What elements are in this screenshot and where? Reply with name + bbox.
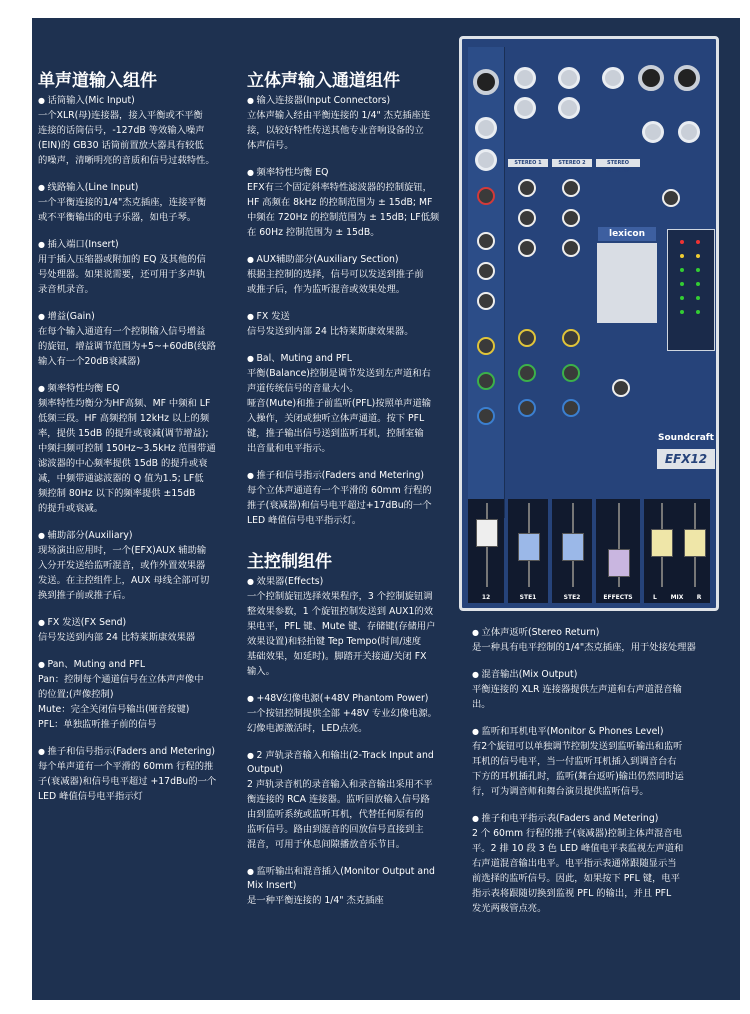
section-title: ● 频率特性均衡 EQ bbox=[247, 166, 447, 180]
section bbox=[472, 626, 708, 655]
section-body: 用于插入压缩器或附加的 EQ 及其他的信 号处理器。如果说需要，还可用于多声轨 录音机录音。 bbox=[38, 254, 206, 295]
section bbox=[247, 253, 447, 297]
middle-column bbox=[247, 70, 447, 921]
section-body: 频率特性均衡分为HF高频、MF 中频和 LF 低频三段。HF 高频控制 12kHz 以上的频 率，提供 15dB 的提升或衰减(调节增益); 中频扫频可控制 150Hz~3.5kHz 范围带通 滤波器的中心频率提供 15dB 的提升或衰 减，中频带通滤波器的 Q 值为1.5; LF低 频控制 80Hz 以下的频率提供 ±15dB 的提升或衰减。 bbox=[38, 398, 216, 514]
section-title: ● 线路输入(Line Input) bbox=[38, 181, 224, 195]
section-title: ● Bal、Muting and PFL bbox=[247, 352, 447, 366]
fader-12: 12 bbox=[468, 499, 504, 603]
line-input-jack-icon bbox=[475, 117, 497, 139]
section-title: ● 立体声返听(Stereo Return) bbox=[472, 626, 708, 640]
section-title: ● 频率特性均衡 EQ bbox=[38, 382, 224, 396]
stereo2-label: STEREO 2 bbox=[552, 159, 592, 167]
section bbox=[247, 166, 447, 240]
xlr-input-icon bbox=[473, 69, 499, 95]
section-title: ● 推子和信号指示(Faders and Metering) bbox=[247, 469, 447, 483]
section-body: EFX有三个固定斜率特性滤波器的控制旋钮， HF 高频在 8kHz 的控制范围为 ± 15dB; MF 中频在 720Hz 的控制范围为 ± 15dB; LF低频 在 60Hz 控制范围为 ± 15dB。 bbox=[247, 182, 440, 238]
mono-input-heading: 单声道输入组件 bbox=[38, 71, 157, 91]
stereo-aux-knob-icon bbox=[518, 329, 536, 347]
stereo1-jack-icon bbox=[514, 97, 536, 119]
section-title: ● 输入连接器(Input Connectors) bbox=[247, 94, 447, 108]
section-body: 一个按钮控制提供全部 +48V 专业幻像电源。 幻像电源激活时，LED点亮。 bbox=[247, 708, 437, 734]
gain-knob-icon bbox=[477, 187, 495, 205]
section-body: 2 个 60mm 行程的推子(衰减器)控制主体声混音电 平。2 排 10 段 3 色 LED 峰值电平表监视左声道和 右声道混音输出电平。电平指示表通常跟随显示当 前选择的监听信号。因此，如果按下 PFL 键，电平 指示表将跟随切换到监视 PFL 的输出，并且 PFL 发光两极管点亮。 bbox=[472, 828, 684, 914]
stereo-aux-knob-icon bbox=[562, 329, 580, 347]
insert-jack-icon bbox=[475, 149, 497, 171]
section-body: 平衡(Balance)控制是调节发送到左声道和右 声道传统信号的音量大小。 哑音(Mute)和推子前监听(PFL)按照单声道输 入操作，关闭或独听立体声通道。按下 PFL 键，推子输出信号送到监听耳机，控制室输 出音量和电平指示。 bbox=[247, 368, 432, 454]
stereo-return-label: STEREO RETURN bbox=[596, 159, 640, 167]
section-body: 信号发送到内部 24 比特莱斯康效果器 bbox=[38, 632, 196, 643]
section-title: ● 辅助部分(Auxiliary) bbox=[38, 529, 224, 543]
balance-knob-icon bbox=[562, 399, 580, 417]
section bbox=[247, 575, 447, 679]
stereo-fx-knob-icon bbox=[562, 364, 580, 382]
section bbox=[38, 382, 224, 516]
section-title: ● 2 声轨录音输入和输出(2-Track Input and Output) bbox=[247, 749, 447, 777]
section bbox=[472, 668, 708, 712]
stereo-eq-knob-icon bbox=[562, 179, 580, 197]
balance-knob-icon bbox=[518, 399, 536, 417]
stereo-eq-knob-icon bbox=[518, 209, 536, 227]
stereo-fx-knob-icon bbox=[518, 364, 536, 382]
section-title: ● Pan、Muting and PFL bbox=[38, 658, 224, 672]
section-body: 一个平衡连接的1/4"杰克插座，连接平衡 或不平衡输出的电子乐器，如电子琴。 bbox=[38, 197, 206, 223]
section-body: 现场演出应用时，一个(EFX)AUX 辅助输 入分开发送给监听混音，或作外置效果器 发送。在主控组件上，AUX 母线全部可切 换到推子前或推子后。 bbox=[38, 545, 210, 601]
section bbox=[38, 745, 224, 804]
monitor-jack-icon bbox=[642, 121, 664, 143]
section-title: ● 混音输出(Mix Output) bbox=[472, 668, 708, 682]
section bbox=[247, 692, 447, 736]
section-body: 根据主控制的选择，信号可以发送到推子前 或推子后，作为监听混音或效果处理。 bbox=[247, 269, 424, 295]
section bbox=[38, 238, 224, 297]
section-title: ● 效果器(Effects) bbox=[247, 575, 447, 589]
stereo-eq-knob-icon bbox=[518, 179, 536, 197]
section-title: ● +48V幻像电源(+48V Phantom Power) bbox=[247, 692, 447, 706]
fx-program-list bbox=[597, 243, 657, 323]
section-body: 信号发送到内部 24 比特莱斯康效果器。 bbox=[247, 326, 414, 337]
stereo-return-jack-icon bbox=[602, 67, 624, 89]
hf-knob-icon bbox=[477, 232, 495, 250]
fx-send-knob-icon bbox=[477, 372, 495, 390]
left-column bbox=[38, 70, 224, 817]
section-body: 平衡连接的 XLR 连接器提供左声道和右声道混音输 出。 bbox=[472, 684, 682, 710]
section bbox=[38, 310, 224, 369]
mix-out-xlr-icon bbox=[638, 65, 664, 91]
section bbox=[247, 749, 447, 852]
section bbox=[38, 658, 224, 732]
monitor-jack-icon bbox=[678, 121, 700, 143]
lf-knob-icon bbox=[477, 292, 495, 310]
mixer-image bbox=[459, 36, 719, 611]
section-body: 一个XLR(母)连接器，接入平衡或不平衡 连接的话筒信号，-127dB 等效输入噪声 (EIN)的 GB30 话筒前置放大器具有较低 的噪声，清晰明亮的音质和信号过载特性。 bbox=[38, 110, 215, 166]
section-body: 每个立体声通道有一个平滑的 60mm 行程的 推子(衰减器)和信号电平超过+17dBu的一个 LED 峰值信号电平指示灯。 bbox=[247, 485, 432, 526]
section bbox=[247, 469, 447, 528]
fader-ste2: STE2 bbox=[552, 499, 592, 603]
section bbox=[472, 725, 708, 799]
section-body: 是一种具有电平控制的1/4"杰克插座，用于处接处理器 bbox=[472, 642, 696, 653]
section-title: ● FX 发送(FX Send) bbox=[38, 616, 224, 630]
section-title: ● 推子和电平指示表(Faders and Metering) bbox=[472, 812, 708, 826]
lexicon-logo: lexicon bbox=[598, 227, 656, 241]
section-body: 立体声输入经由平衡连接的 1/4" 杰克插座连 接，以较好特性传送其他专业音响设备的立 体声信号。 bbox=[247, 110, 431, 151]
section-body: 一个控制旋钮选择效果程序，3 个控制旋钮调 整效果参数，1 个旋钮控制发送到 AUX1的效 果电平，PFL 键、Mute 键、存储键(存储用户 效果设置)和轻拍键 Tep Tempo(时间/速度 基础效果，如延时)。脚踏开关接通/关闭 FX 输入。 bbox=[247, 591, 436, 677]
pan-knob-icon bbox=[477, 407, 495, 425]
section-body: 2 声轨录音机的录音输入和录音输出采用不平 衡连接的 RCA 连接器。监听回放输入信号路 由到监听系统或监听耳机，代替任何原有的 监听信号。路由到混音的回放信号直接到主 混音，可用于休息间隙播放音乐节目。 bbox=[247, 779, 433, 850]
fader-mix: L MIX R bbox=[644, 499, 710, 603]
section-title: ● FX 发送 bbox=[247, 310, 447, 324]
stereo2-jack-icon bbox=[558, 67, 580, 89]
section bbox=[247, 94, 447, 153]
section-body: 每个单声道有一个平滑的 60mm 行程的推 子(衰减器)和信号电平超过 +17dBu的一个 LED 峰值信号电平指示灯 bbox=[38, 761, 217, 802]
fader-ste1: STE1 bbox=[508, 499, 548, 603]
section bbox=[247, 352, 447, 456]
stereo1-label: STEREO 1 bbox=[508, 159, 548, 167]
section-body: 有2个旋钮可以单独调节控制发送到监听输出和监听 耳机的信号电平，当一付监听耳机插入到调音台右 下方的耳机插孔时，监听(舞台返听)输出仍然同时运 行，可为调音师和舞台演员提供监听信号。 bbox=[472, 741, 684, 797]
fx-program-knob-icon bbox=[612, 379, 630, 397]
mix-out-xlr-icon bbox=[674, 65, 700, 91]
stereo-input-heading: 立体声输入通道组件 bbox=[247, 71, 400, 91]
mono-channel-strip bbox=[468, 47, 505, 518]
section-title: ● 监听输出和混音插入(Monitor Output and Mix Insert) bbox=[247, 865, 447, 893]
section-title: ● AUX辅助部分(Auxiliary Section) bbox=[247, 253, 447, 267]
section-title: ● 插入端口(Insert) bbox=[38, 238, 224, 252]
stereo-eq-knob-icon bbox=[562, 239, 580, 257]
model-badge: EFX12 bbox=[657, 449, 715, 469]
stereo1-jack-icon bbox=[514, 67, 536, 89]
stereo-eq-knob-icon bbox=[518, 239, 536, 257]
stereo-eq-knob-icon bbox=[562, 209, 580, 227]
section-body: 是一种平衡连接的 1/4" 杰克插座 bbox=[247, 895, 384, 906]
section-body: 在每个输入通道有一个控制输入信号增益 的旋钮，增益调节范围为+5~+60dB(线路 输入有一个20dB衰减器) bbox=[38, 326, 216, 367]
section bbox=[38, 616, 224, 645]
section-body: Pan：控制每个通道信号在立体声声像中 的位置;(声像控制) Mute：完全关闭信号输出(哑音按键) PFL：单独监听推子前的信号 bbox=[38, 674, 204, 730]
section-title: ● 话筒输入(Mic Input) bbox=[38, 94, 224, 108]
section-title: ● 推子和信号指示(Faders and Metering) bbox=[38, 745, 224, 759]
fader-effects: EFFECTS bbox=[596, 499, 640, 603]
level-meter bbox=[667, 229, 715, 351]
right-column bbox=[472, 626, 708, 929]
section bbox=[472, 812, 708, 916]
section-title: ● 增益(Gain) bbox=[38, 310, 224, 324]
monitor-level-knob-icon bbox=[662, 189, 680, 207]
section bbox=[247, 310, 447, 339]
section bbox=[38, 94, 224, 168]
section bbox=[247, 865, 447, 908]
soundcraft-logo: Soundcraft bbox=[658, 433, 714, 443]
section bbox=[38, 529, 224, 603]
aux-knob-icon bbox=[477, 337, 495, 355]
master-section-heading: 主控制组件 bbox=[247, 552, 332, 572]
section bbox=[38, 181, 224, 225]
mf-knob-icon bbox=[477, 262, 495, 280]
section-title: ● 监听和耳机电平(Monitor & Phones Level) bbox=[472, 725, 708, 739]
stereo2-jack-icon bbox=[558, 97, 580, 119]
